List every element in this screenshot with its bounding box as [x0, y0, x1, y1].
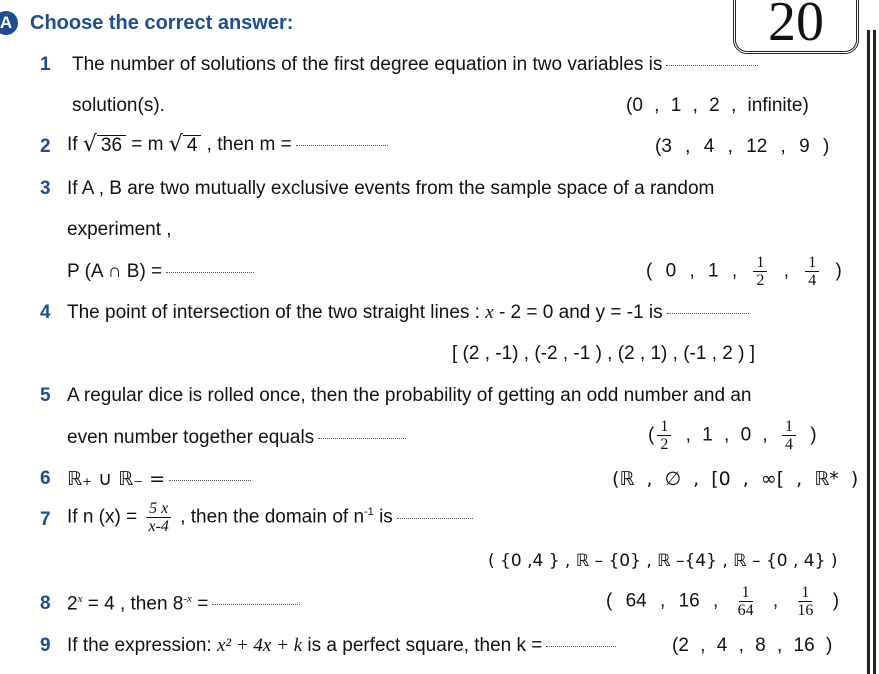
- question-text-line3: [67, 261, 254, 283]
- inverse-superscript: -1: [364, 506, 374, 519]
- page-number-box: [733, 0, 859, 54]
- fraction-one-quarter: [805, 254, 819, 289]
- choices: [648, 418, 817, 453]
- denominator: 64: [737, 602, 754, 619]
- question-text-pre: The point of intersection of the two straight lines :: [67, 302, 480, 323]
- question-number: 9: [40, 635, 51, 656]
- choices-text: ( 0 , 1 ,: [646, 260, 738, 282]
- question-text-line1: The number of solutions of the first degree equation in two variables is: [72, 54, 663, 75]
- question-then: , then the domain of n: [180, 506, 365, 528]
- question-text-line2: [67, 427, 406, 449]
- choices: [646, 254, 842, 289]
- answer-blank[interactable]: [397, 517, 473, 519]
- numerator: 1: [805, 254, 819, 272]
- right-edge-rule-2: [873, 30, 876, 674]
- section-badge: [0, 11, 18, 35]
- prob-expression: P (A ∩ B) =: [67, 261, 163, 282]
- fraction-one-quarter: [782, 418, 796, 453]
- choices-comma: ,: [783, 260, 789, 282]
- question-number: 8: [40, 593, 51, 614]
- fraction-one-16th: [794, 584, 816, 619]
- fraction-one-half: [753, 254, 767, 289]
- choices-text: , 1 , 0 ,: [685, 424, 768, 446]
- question-text-line2: experiment ,: [67, 219, 172, 240]
- answer-blank[interactable]: [318, 437, 406, 439]
- denominator: 4: [784, 436, 793, 453]
- question-pre: If the expression:: [67, 635, 212, 656]
- denominator: x-4: [148, 518, 169, 535]
- choices: (ℝ , ∅ , [0 , ∞[ , ℝ* ): [612, 468, 859, 490]
- choices-comma: ,: [772, 590, 779, 612]
- question-number: 1: [40, 54, 51, 75]
- choices: (3 , 4 , 12 , 9 ): [655, 136, 830, 157]
- question-number: 2: [40, 136, 51, 157]
- section-title: Choose the correct answer:: [30, 12, 294, 34]
- equals: =: [197, 593, 209, 615]
- question-text-mid: - 2 = 0 and y = -1 is: [498, 302, 663, 323]
- question-text: [67, 593, 300, 615]
- radicand: 36: [97, 135, 126, 156]
- variable-x: x: [485, 302, 494, 323]
- answer-blank[interactable]: [166, 271, 254, 273]
- numerator: 1: [753, 254, 767, 272]
- choices: [ (2 , -1) , (-2 , -1 ) , (2 , 1) , (-1 , 2 ) ]: [452, 343, 755, 364]
- question-number: 4: [40, 302, 51, 323]
- answer-blank[interactable]: [667, 312, 749, 314]
- choices-text: ( 64 , 16 ,: [606, 590, 719, 612]
- question-text: [67, 468, 251, 491]
- question-text-line1: A regular dice is rolled once, then the probability of getting an odd number and an: [67, 385, 752, 406]
- question-mid: = 4 , then 8: [87, 593, 184, 615]
- numerator: 5 x: [146, 500, 171, 518]
- answer-blank[interactable]: [666, 64, 758, 66]
- numerator: 1: [798, 584, 812, 602]
- sqrt-36: √ 36: [83, 134, 126, 156]
- question-post: is a perfect square, then k =: [307, 635, 543, 656]
- denominator: 4: [808, 272, 817, 289]
- question-text-line1: If A , B are two mutually exclusive events from the sample space of a random: [67, 178, 715, 199]
- question-text: [67, 500, 473, 535]
- denominator: 16: [797, 602, 814, 619]
- numerator: 1: [739, 584, 753, 602]
- question-text: [67, 134, 388, 156]
- base-2: 2: [67, 593, 78, 615]
- question-number: 6: [40, 468, 51, 489]
- answer-blank[interactable]: [296, 144, 388, 146]
- denominator: 2: [660, 436, 669, 453]
- question-text: [67, 635, 616, 657]
- question-number: 3: [40, 178, 51, 199]
- question-text: [67, 302, 749, 324]
- question-if: If: [67, 134, 78, 156]
- numerator: 1: [657, 418, 671, 436]
- question-number: 7: [40, 509, 51, 530]
- question-text-cont: even number together equals: [67, 427, 315, 448]
- question-text: [72, 54, 758, 76]
- choices: (2 , 4 , 8 , 16 ): [672, 635, 833, 656]
- sqrt-4: √ 4: [169, 134, 202, 156]
- section-badge-letter: A: [0, 13, 13, 32]
- equals-m: = m: [131, 134, 164, 156]
- quadratic-expression: x² + 4x + k: [216, 635, 303, 656]
- exponent-neg-x: -x: [183, 593, 192, 605]
- fraction-5x-over-x-4: [146, 500, 172, 535]
- choices-close: ): [835, 260, 842, 282]
- choices: ( {0 ,4 } , ℝ – {0} , ℝ –{4} , ℝ – {0 , 4} ): [488, 551, 838, 571]
- denominator: 2: [756, 272, 765, 289]
- exponent-x: x: [77, 593, 83, 605]
- question-is: is: [379, 506, 393, 528]
- question-text-line2: solution(s).: [72, 95, 165, 116]
- answer-blank[interactable]: [546, 645, 616, 647]
- answer-blank[interactable]: [169, 479, 251, 481]
- page-number: 20: [768, 0, 824, 53]
- set-union-expression: ℝ₊ ∪ ℝ₋ =: [67, 468, 166, 490]
- right-edge-rule: [867, 30, 870, 674]
- choices-open: (: [648, 424, 655, 446]
- fraction-one-half: [657, 418, 671, 453]
- fraction-one-64th: [735, 584, 757, 619]
- radicand: 4: [183, 135, 202, 156]
- answer-blank[interactable]: [212, 603, 300, 605]
- question-number: 5: [40, 385, 51, 406]
- choices-close: ): [832, 590, 840, 612]
- choices: (0 , 1 , 2 , infinite): [626, 95, 809, 116]
- question-then: , then m =: [206, 134, 292, 156]
- choices-close: ): [810, 424, 817, 446]
- choices: [606, 584, 839, 619]
- question-if: If n (x) =: [67, 506, 138, 528]
- numerator: 1: [782, 418, 796, 436]
